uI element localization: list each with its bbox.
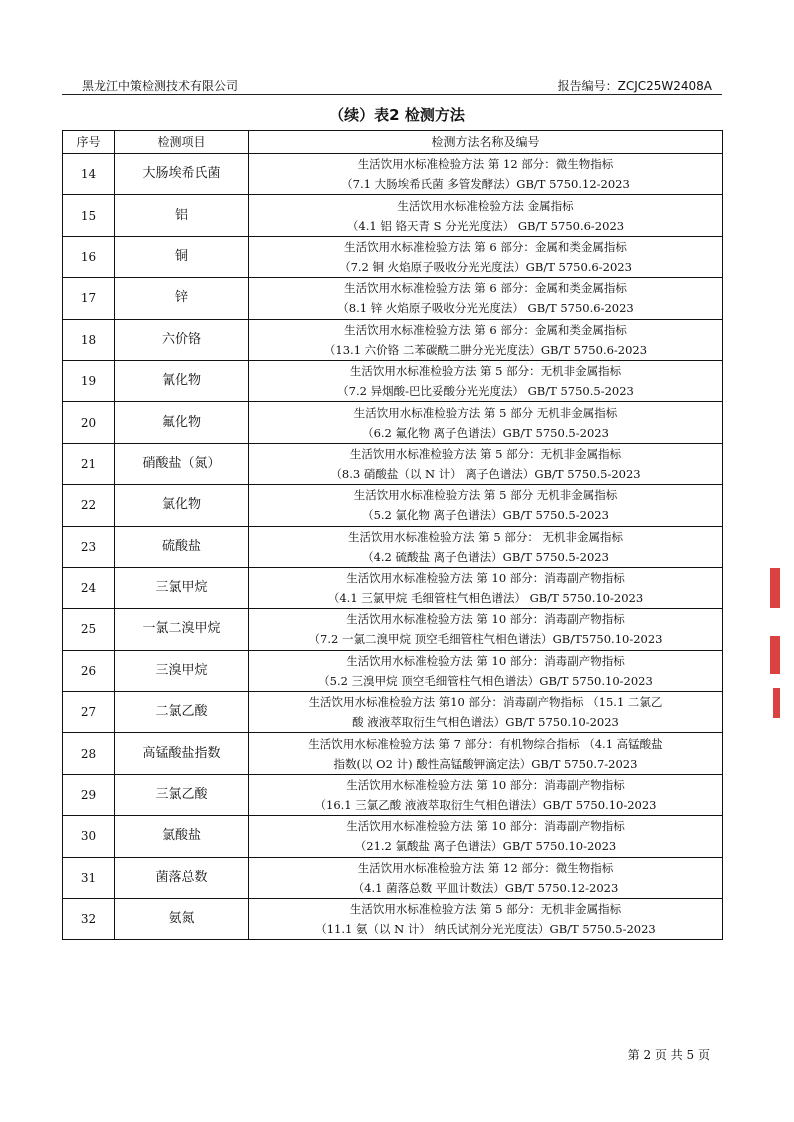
method-line-2: 酸 液液萃取衍生气相色谱法）GB/T 5750.10-2023 xyxy=(352,715,619,730)
method-cell xyxy=(249,443,723,484)
header-method: 检测方法名称及编号 xyxy=(249,131,723,154)
header-rule xyxy=(62,94,722,95)
method-line-2: （4.1 铝 铬天青 S 分光光度法） GB/T 5750.6-2023 xyxy=(346,218,625,233)
method-line-2: （8.3 硝酸盐（以 N 计） 离子色谱法）GB/T 5750.5-2023 xyxy=(330,466,641,481)
test-item: 硝酸盐（氮） xyxy=(115,443,249,484)
method-line-2: （5.2 三溴甲烷 顶空毛细管柱气相色谱法）GB/T 5750.10-2023 xyxy=(318,673,653,688)
method-cell xyxy=(249,154,723,195)
method-line-1: 生活饮用水标准检验方法 第 5 部分： 无机非金属指标 xyxy=(348,529,623,544)
header-company: 黑龙江中策检测技术有限公司 xyxy=(82,79,239,93)
table-row xyxy=(63,360,723,401)
row-number: 25 xyxy=(63,609,115,650)
method-cell xyxy=(249,774,723,815)
table-row xyxy=(63,609,723,650)
method-line-2: （21.2 氯酸盐 离子色谱法）GB/T 5750.10-2023 xyxy=(354,839,617,854)
table-row xyxy=(63,443,723,484)
method-cell xyxy=(249,650,723,691)
page-number: 第 2 页 共 5 页 xyxy=(627,1048,710,1062)
test-item: 三氯乙酸 xyxy=(115,774,249,815)
method-cell xyxy=(249,733,723,774)
row-number: 18 xyxy=(63,319,115,360)
method-cell xyxy=(249,899,723,940)
table-row xyxy=(63,526,723,567)
method-line-1: 生活饮用水标准检验方法 第 5 部分：无机非金属指标 xyxy=(349,446,622,461)
row-number: 21 xyxy=(63,443,115,484)
row-number: 22 xyxy=(63,485,115,526)
method-cell xyxy=(249,692,723,733)
test-item: 高锰酸盐指数 xyxy=(115,733,249,774)
row-number: 27 xyxy=(63,692,115,733)
header-no: 序号 xyxy=(63,131,115,154)
test-item: 三氯甲烷 xyxy=(115,567,249,608)
row-number: 15 xyxy=(63,195,115,236)
method-line-2: （13.1 六价铬 二苯碳酰二肼分光光度法）GB/T 5750.6-2023 xyxy=(323,342,648,357)
method-line-2: （11.1 氨（以 N 计） 纳氏试剂分光光度法）GB/T 5750.5-2023 xyxy=(315,922,656,937)
row-number: 19 xyxy=(63,360,115,401)
test-item: 氟化物 xyxy=(115,402,249,443)
method-cell xyxy=(249,278,723,319)
method-line-2: （6.2 氟化物 离子色谱法）GB/T 5750.5-2023 xyxy=(362,425,609,440)
test-item: 三溴甲烷 xyxy=(115,650,249,691)
row-number: 17 xyxy=(63,278,115,319)
method-line-2: （7.2 异烟酸-巴比妥酸分光光度法） GB/T 5750.5-2023 xyxy=(337,384,634,399)
method-cell xyxy=(249,360,723,401)
table-row xyxy=(63,195,723,236)
stamp-mark-1 xyxy=(770,568,780,608)
method-cell xyxy=(249,526,723,567)
header-item: 检测项目 xyxy=(115,131,249,154)
method-line-1: 生活饮用水标准检验方法 第 10 部分：消毒副产物指标 xyxy=(346,778,625,793)
row-number: 26 xyxy=(63,650,115,691)
method-line-1: 生活饮用水标准检验方法 第 7 部分：有机物综合指标 （4.1 高锰酸盐 xyxy=(308,736,663,751)
test-item: 二氯乙酸 xyxy=(115,692,249,733)
table-row xyxy=(63,236,723,277)
report-number: 报告编号：ZCJC25W2408A xyxy=(557,79,712,93)
stamp-mark-3 xyxy=(773,688,780,718)
test-item: 六价铬 xyxy=(115,319,249,360)
method-line-2: （4.1 菌落总数 平皿计数法）GB/T 5750.12-2023 xyxy=(352,880,619,895)
row-number: 30 xyxy=(63,816,115,857)
table-row xyxy=(63,319,723,360)
method-line-1: 生活饮用水标准检验方法 第 6 部分：金属和类金属指标 xyxy=(344,322,627,337)
table-row xyxy=(63,857,723,898)
test-item: 硫酸盐 xyxy=(115,526,249,567)
row-number: 14 xyxy=(63,154,115,195)
method-line-1: 生活饮用水标准检验方法 第 5 部分：无机非金属指标 xyxy=(349,364,622,379)
row-number: 28 xyxy=(63,733,115,774)
row-number: 20 xyxy=(63,402,115,443)
method-line-2: （8.1 锌 火焰原子吸收分光光度法） GB/T 5750.6-2023 xyxy=(337,301,634,316)
method-cell xyxy=(249,857,723,898)
row-number: 16 xyxy=(63,236,115,277)
method-line-1: 生活饮用水标准检验方法 第 5 部分 无机非金属指标 xyxy=(353,405,618,420)
method-cell xyxy=(249,816,723,857)
table-row xyxy=(63,816,723,857)
method-line-2: （4.2 硫酸盐 离子色谱法）GB/T 5750.5-2023 xyxy=(362,549,609,564)
table-header-row xyxy=(63,131,723,154)
table-row xyxy=(63,650,723,691)
test-item: 大肠埃希氏菌 xyxy=(115,154,249,195)
method-line-1: 生活饮用水标准检验方法 第 6 部分：金属和类金属指标 xyxy=(344,281,627,296)
method-line-1: 生活饮用水标准检验方法 第 10 部分：消毒副产物指标 xyxy=(346,571,625,586)
test-item: 氯酸盐 xyxy=(115,816,249,857)
table-row xyxy=(63,485,723,526)
test-item: 铝 xyxy=(115,195,249,236)
method-line-1: 生活饮用水标准检验方法 第 10 部分：消毒副产物指标 xyxy=(346,653,625,668)
row-number: 32 xyxy=(63,899,115,940)
row-number: 24 xyxy=(63,567,115,608)
method-line-2: （7.2 铜 火焰原子吸收分光光度法）GB/T 5750.6-2023 xyxy=(339,259,632,274)
method-line-1: 生活饮用水标准检验方法 第 5 部分 无机非金属指标 xyxy=(353,488,618,503)
methods-table xyxy=(62,130,723,940)
method-line-1: 生活饮用水标准检验方法 第 6 部分：金属和类金属指标 xyxy=(344,239,627,254)
table-row xyxy=(63,278,723,319)
method-line-1: 生活饮用水标准检验方法 金属指标 xyxy=(397,198,574,213)
method-cell xyxy=(249,195,723,236)
test-item: 锌 xyxy=(115,278,249,319)
test-item: 铜 xyxy=(115,236,249,277)
method-line-2: （4.1 三氯甲烷 毛细管柱气相色谱法） GB/T 5750.10-2023 xyxy=(327,591,644,606)
test-item: 菌落总数 xyxy=(115,857,249,898)
method-line-2: （5.2 氯化物 离子色谱法）GB/T 5750.5-2023 xyxy=(362,508,609,523)
test-item: 氰化物 xyxy=(115,360,249,401)
method-line-1: 生活饮用水标准检验方法 第 5 部分：无机非金属指标 xyxy=(349,902,622,917)
table-body xyxy=(63,154,723,940)
method-line-1: 生活饮用水标准检验方法 第 12 部分：微生物指标 xyxy=(357,860,614,875)
table-row xyxy=(63,733,723,774)
table-row xyxy=(63,154,723,195)
table-row xyxy=(63,774,723,815)
test-item: 氨氮 xyxy=(115,899,249,940)
method-line-2: 指数(以 O2 计) 酸性高锰酸钾滴定法）GB/T 5750.7-2023 xyxy=(333,756,638,771)
test-item: 氯化物 xyxy=(115,485,249,526)
method-cell xyxy=(249,402,723,443)
table-row xyxy=(63,567,723,608)
method-line-1: 生活饮用水标准检验方法 第 10 部分：消毒副产物指标 xyxy=(346,819,625,834)
method-line-2: （16.1 三氯乙酸 液液萃取衍生气相色谱法）GB/T 5750.10-2023 xyxy=(314,798,657,813)
method-line-2: （7.1 大肠埃希氏菌 多管发酵法）GB/T 5750.12-2023 xyxy=(341,177,630,192)
row-number: 29 xyxy=(63,774,115,815)
table-title: （续）表2 检测方法 xyxy=(329,106,465,124)
stamp-mark-2 xyxy=(770,636,780,674)
table-row xyxy=(63,899,723,940)
method-line-1: 生活饮用水标准检验方法 第 12 部分：微生物指标 xyxy=(357,157,614,172)
method-cell xyxy=(249,567,723,608)
method-line-1: 生活饮用水标准检验方法 第10 部分：消毒副产物指标 （15.1 二氯乙 xyxy=(308,695,663,710)
table-row xyxy=(63,692,723,733)
test-item: 一氯二溴甲烷 xyxy=(115,609,249,650)
method-cell xyxy=(249,236,723,277)
method-cell xyxy=(249,609,723,650)
row-number: 23 xyxy=(63,526,115,567)
method-cell xyxy=(249,319,723,360)
row-number: 31 xyxy=(63,857,115,898)
method-line-1: 生活饮用水标准检验方法 第 10 部分：消毒副产物指标 xyxy=(346,612,625,627)
method-line-2: （7.2 一氯二溴甲烷 顶空毛细管柱气相色谱法）GB/T5750.10-2023 xyxy=(308,632,663,647)
table-row xyxy=(63,402,723,443)
method-cell xyxy=(249,485,723,526)
